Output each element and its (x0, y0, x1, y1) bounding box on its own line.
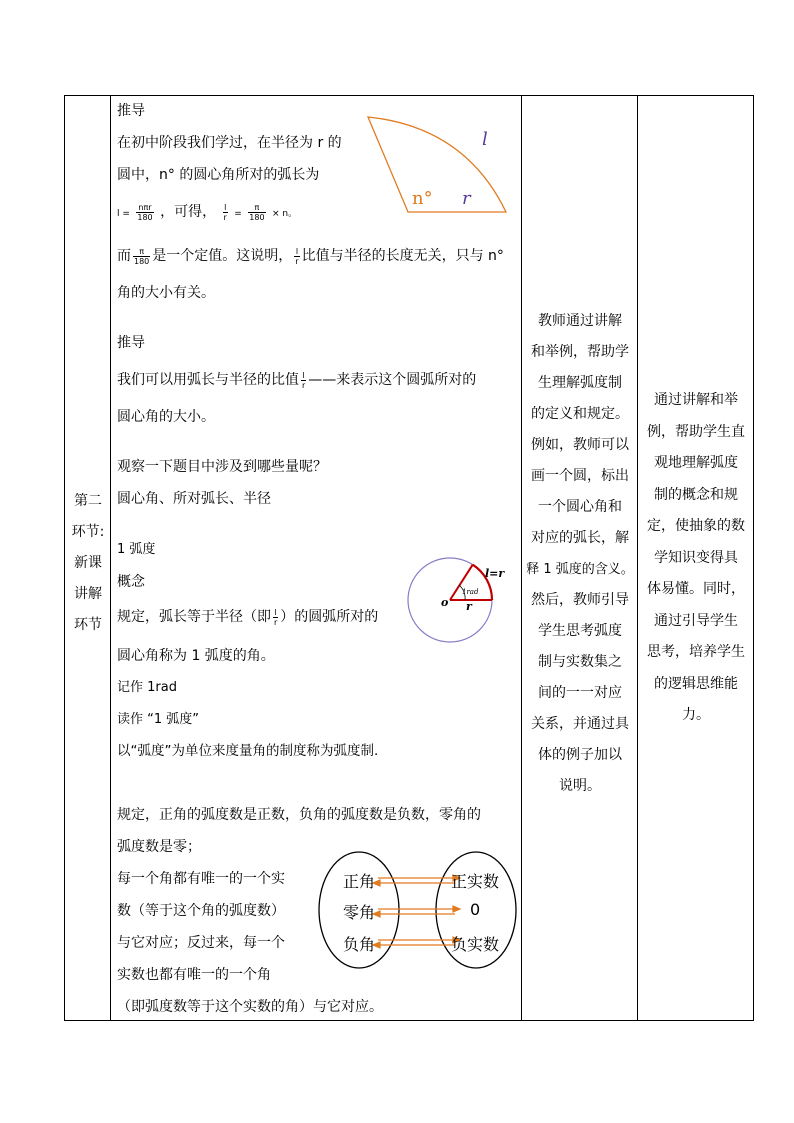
radian-system: 以“弧度”为单位来度量角的制度称为弧度制. (117, 743, 379, 759)
question: 观察一下题目中涉及到哪些量呢？ (117, 459, 327, 475)
correspondence-text: 数（等于这个角的弧度数） (117, 903, 285, 919)
fraction: $\frac{\text{nπr}}{180}$ (137, 202, 153, 222)
text-line: 角的大小有关。 (117, 285, 215, 301)
correspondence-text: （即弧度数等于这个实数的角）与它对应。 (117, 999, 383, 1015)
text-line: 我们可以用弧长与半径的比值 $\frac{l}{r}$ ——来表示这个圆弧所对的 (117, 370, 477, 390)
fraction: $\frac{l}{r}$ (295, 246, 299, 266)
zero-angle-label: 零角 (343, 903, 376, 922)
negative-angle-label: 负角 (343, 935, 376, 954)
column-divider (521, 96, 522, 1020)
fraction: $\frac{l}{r}$ (302, 370, 306, 390)
arc-length-label: l (482, 129, 488, 150)
unit-circle-figure (407, 557, 493, 643)
concept-heading: 概念 (117, 574, 145, 590)
angle-label: n° (412, 188, 433, 209)
derive-heading: 推导 (117, 103, 145, 119)
design-purpose: 通过讲解和举 例，帮助学生直 观地理解弧度 制的概念和规 定，使抽象的数 学知识变得具 体易懂。同时， 通过引导学生 思考，培养学生 的逻辑思维能 力。 (647, 392, 745, 723)
sign-rule: 规定，正角的弧度数是正数，负角的弧度数是负数，零角的 (117, 807, 481, 823)
text-line: 在初中阶段我们学过，在半径为 r 的 (117, 135, 342, 151)
center-label: o (441, 596, 449, 609)
stage-label: 第二 环节: 新课 讲解 环节 (71, 493, 105, 633)
teacher-activity: 教师通过讲解 和举例，帮助学 生理解弧度制 的定义和规定。 例如，教师可以 画一个圆，标出 一个圆心角和 对应的弧长，解 释 1 弧度的含义。 然后，教师引导 学生思考弧度 制与实数集之 间的一一对应 关系，并通过具 体的例子加以 说明。 (526, 313, 634, 794)
arc-equals-radius-label: l=r (485, 567, 505, 580)
text-line: 而 $\frac{\pi}{180}$ 是一个定值。这说明， $\frac{l}{r}$ 比值与半径的长度无关，只与 n° (117, 246, 504, 266)
radian-title: 1 弧度 (117, 542, 156, 557)
answer: 圆心角、所对弧长、半径 (117, 491, 271, 507)
fraction: $\frac{\pi}{180}$ (134, 246, 150, 266)
negative-real-label: 负实数 (451, 935, 500, 954)
correspondence-text: 实数也都有唯一的一个角 (117, 967, 271, 983)
correspondence-text: 每一个角都有唯一的一个实 (117, 871, 285, 887)
notation: 记作 1rad (117, 680, 177, 695)
radius-label: r (466, 600, 472, 613)
one-rad-label: 1rad (462, 588, 479, 596)
sector-figure (360, 112, 520, 222)
positive-angle-label: 正角 (343, 872, 376, 891)
definition: 圆心角称为 1 弧度的角。 (117, 648, 275, 664)
zero-real-label: 0 (470, 900, 481, 919)
text-line: 圆心角的大小。 (117, 409, 215, 425)
definition: 规定，弧长等于半径（即 $\frac{l}{r}$ ）的圆弧所对的 (117, 607, 379, 627)
fraction: $\frac{l}{r}$ (274, 607, 278, 627)
radius-label: r (462, 188, 471, 209)
derive-heading: 推导 (117, 335, 145, 351)
sign-rule: 弧度数是零； (117, 839, 201, 855)
positive-real-label: 正实数 (451, 872, 500, 891)
correspondence-text: 与它对应；反过来，每一个 (117, 935, 285, 951)
fraction: $\frac{l}{r}$ (223, 202, 227, 222)
reading: 读作 “1 弧度” (117, 712, 200, 727)
formula-line: l = $\frac{\text{nπr}}{180}$ ，可得， $\frac{l}{r}$ = $\frac{\pi}{180}$ × n。 (117, 202, 298, 222)
fraction: $\frac{\pi}{180}$ (249, 202, 265, 222)
text-line: 圆中，n° 的圆心角所对的弧长为 (117, 167, 320, 183)
